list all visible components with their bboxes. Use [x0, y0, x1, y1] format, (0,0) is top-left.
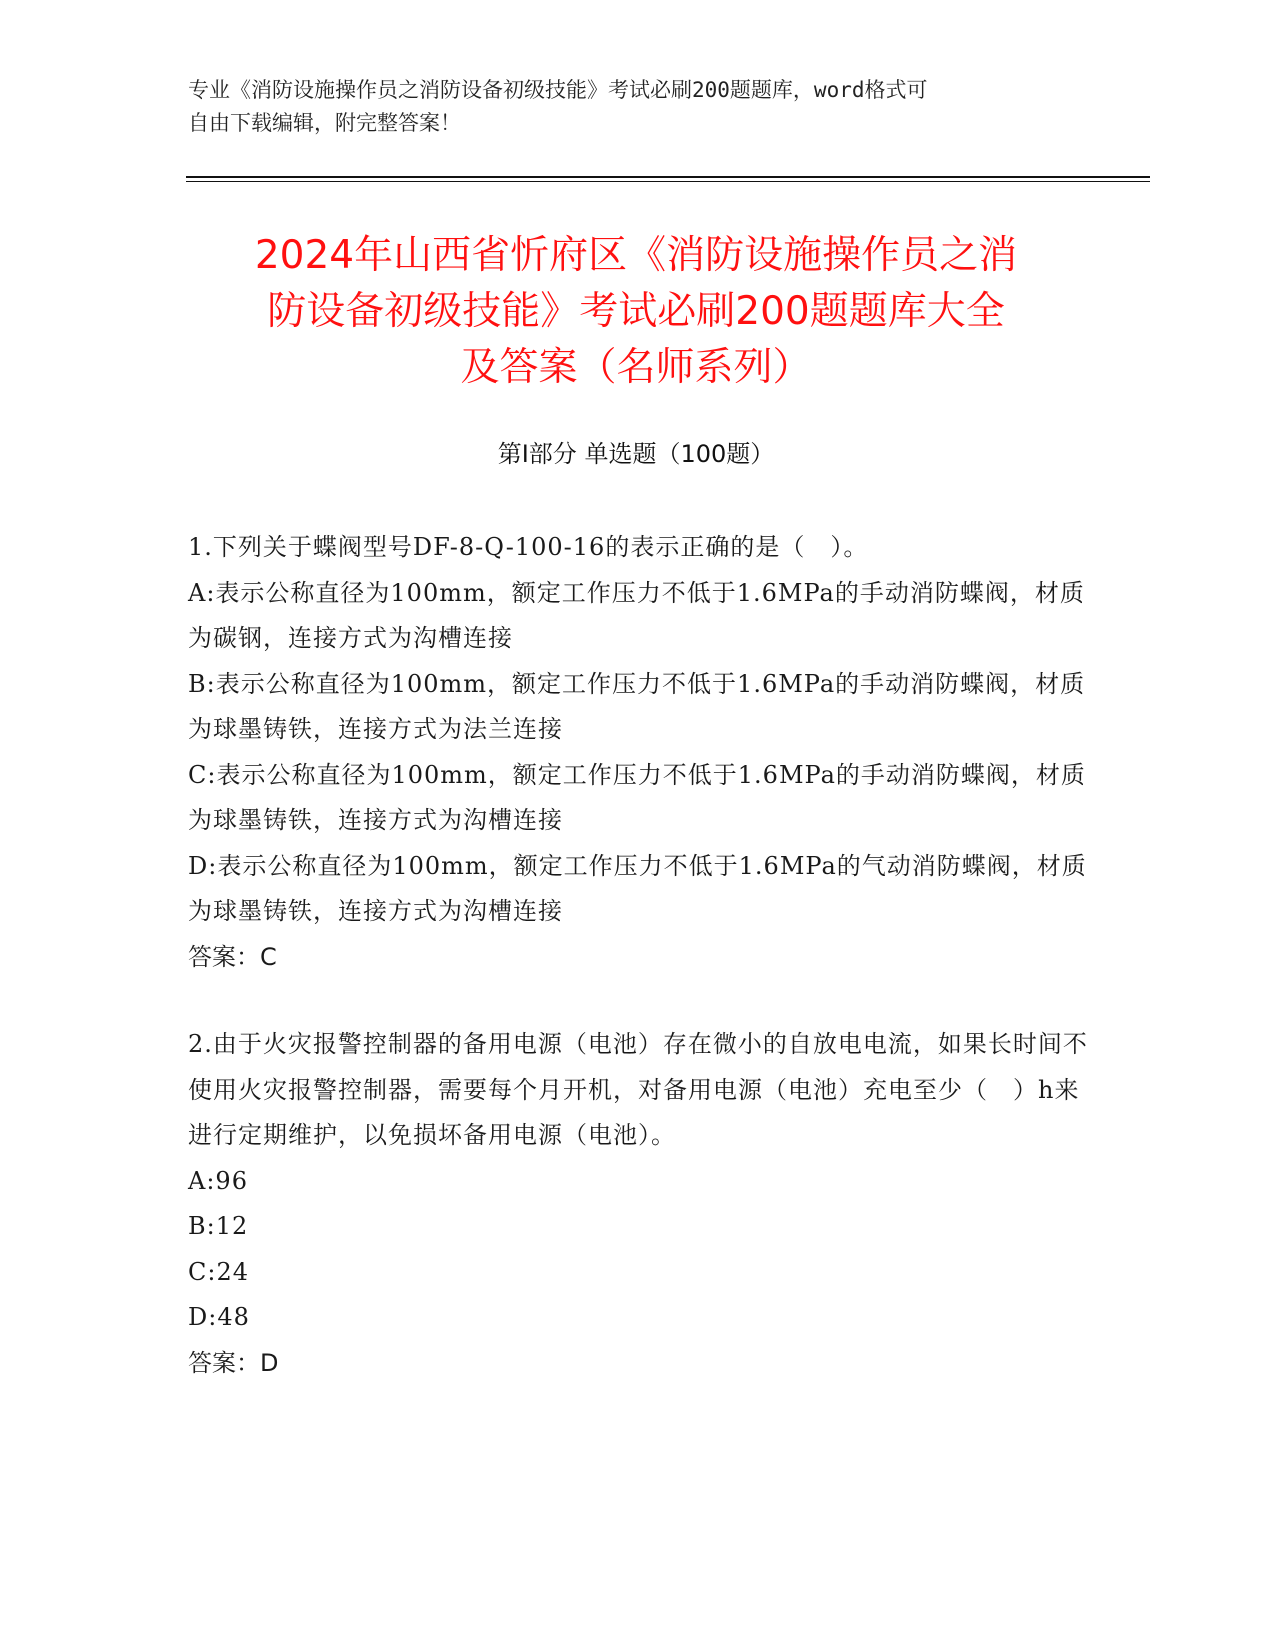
- option-b: B:表示公称直径为100mm，额定工作压力不低于1.6MPa的手动消防蝶阀，材质为球墨铸铁，连接方式为法兰连接: [188, 669, 1086, 743]
- answer: 答案：C: [188, 942, 277, 971]
- title-line: 及答案（名师系列）: [460, 345, 812, 390]
- option-c: C:24: [188, 1257, 249, 1286]
- header-divider-thick: [186, 176, 1150, 178]
- header-note-line: 专业《消防设施操作员之消防设备初级技能》考试必刷200题题库，word格式可: [188, 78, 928, 102]
- header-note: [188, 74, 1088, 140]
- option-a: A:96: [188, 1166, 248, 1195]
- option-a: A:表示公称直径为100mm，额定工作压力不低于1.6MPa的手动消防蝶阀，材质为碳钢，连接方式为沟槽连接: [188, 578, 1085, 652]
- question-stem: 1.下列关于蝶阀型号DF-8-Q-100-16的表示正确的是（ ）。: [188, 533, 869, 561]
- option-c: C:表示公称直径为100mm，额定工作压力不低于1.6MPa的手动消防蝶阀，材质为球墨铸铁，连接方式为沟槽连接: [188, 760, 1086, 834]
- question-1: [188, 525, 1088, 980]
- section-heading: 第Ⅰ部分 单选题（100题）: [497, 440, 775, 468]
- document-title: [186, 228, 1086, 396]
- header-note-line: 自由下载编辑，附完整答案！: [188, 111, 461, 135]
- title-line: 防设备初级技能》考试必刷200题题库大全: [267, 289, 1005, 334]
- title-line: 2024年山西省忻府区《消防设施操作员之消: [254, 233, 1018, 278]
- answer: 答案：D: [188, 1348, 279, 1377]
- header-divider-thin: [186, 181, 1150, 182]
- question-stem: 2.由于火灾报警控制器的备用电源（电池）存在微小的自放电电流，如果长时间不使用火灾报警控制器，需要每个月开机，对备用电源（电池）充电至少（ ）h来进行定期维护，以免损坏备用电源（电池）。: [188, 1030, 1088, 1149]
- question-2: [188, 1022, 1088, 1386]
- option-b: B:12: [188, 1212, 249, 1240]
- option-d: D:48: [188, 1303, 250, 1331]
- option-d: D:表示公称直径为100mm，额定工作压力不低于1.6MPa的气动消防蝶阀，材质为球墨铸铁，连接方式为沟槽连接: [188, 851, 1087, 925]
